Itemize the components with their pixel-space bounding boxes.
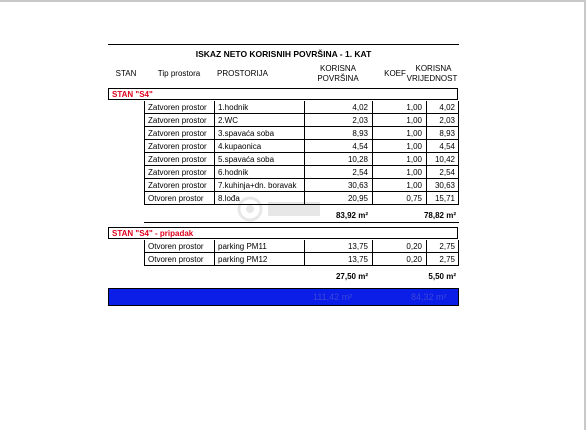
cell-povrsina: 13,75 — [304, 240, 372, 253]
section-label-pripadak: STAN "S4" - pripadak — [108, 227, 458, 239]
cell-vrijednost: 30,63 — [426, 179, 459, 192]
cell-vrijednost: 2,75 — [426, 253, 459, 266]
table-title: ISKAZ NETO KORISNIH POVRŠINA - 1. KAT — [108, 44, 459, 63]
cell-prostorija: 3.spavaća soba — [214, 127, 304, 140]
cell-vrijednost: 2,03 — [426, 114, 459, 127]
cell-tip-prostora: Zatvoren prostor — [144, 153, 214, 166]
cell-koef: 0,20 — [372, 240, 426, 253]
subtotal-povrsina-pripadak: 27,50 m² — [335, 272, 368, 281]
table-row — [144, 240, 459, 253]
watermark-logo — [236, 188, 326, 230]
table-row — [144, 253, 459, 266]
header-vrijednost-2: VRIJEDNOST — [406, 74, 458, 83]
header-stan: STAN — [115, 69, 137, 78]
cell-koef: 1,00 — [372, 114, 426, 127]
table-row — [144, 101, 459, 114]
cell-tip-prostora: Zatvoren prostor — [144, 179, 214, 192]
grand-total-vrijednost: 84,32 m² — [411, 292, 447, 302]
cell-povrsina: 20,95 — [304, 192, 372, 205]
header-prostorija: PROSTORIJA — [217, 69, 268, 78]
cell-koef: 0,75 — [372, 192, 426, 205]
header-povrsina-2: POVRŠINA — [317, 74, 359, 83]
cell-prostorija: 4.kupaonica — [214, 140, 304, 153]
cell-vrijednost: 4,02 — [426, 101, 459, 114]
cell-tip-prostora: Zatvoren prostor — [144, 140, 214, 153]
cell-tip-prostora: Zatvoren prostor — [144, 166, 214, 179]
cell-prostorija: 7.kuhinja+dn. boravak — [214, 179, 304, 192]
table-row — [144, 166, 459, 179]
cell-koef: 1,00 — [372, 153, 426, 166]
cell-povrsina: 4,02 — [304, 101, 372, 114]
cell-povrsina: 2,03 — [304, 114, 372, 127]
cell-povrsina: 2,54 — [304, 166, 372, 179]
header-povrsina-1: KORISNA — [319, 64, 356, 73]
cell-tip-prostora: Otvoren prostor — [144, 192, 214, 205]
subtotal-vrijednost-s4: 78,82 m² — [423, 211, 456, 220]
grand-total-bar — [108, 288, 459, 306]
table-row — [144, 153, 459, 166]
grand-total-povrsina: 111,42 m² — [313, 292, 353, 302]
cell-povrsina: 13,75 — [304, 253, 372, 266]
cell-tip-prostora: Zatvoren prostor — [144, 114, 214, 127]
cell-prostorija: 6.hodnik — [214, 166, 304, 179]
cell-prostorija: 8.lođa — [214, 192, 304, 205]
cell-tip-prostora: Zatvoren prostor — [144, 127, 214, 140]
section-label-s4: STAN "S4" — [108, 88, 458, 100]
cell-koef: 0,20 — [372, 253, 426, 266]
header-vrijednost-1: KORISNA — [415, 64, 452, 73]
cell-koef: 1,00 — [372, 101, 426, 114]
cell-vrijednost: 8,93 — [426, 127, 459, 140]
cell-koef: 1,00 — [372, 179, 426, 192]
cell-povrsina: 10,28 — [304, 153, 372, 166]
cell-vrijednost: 10,42 — [426, 153, 459, 166]
cell-tip-prostora: Otvoren prostor — [144, 240, 214, 253]
cell-vrijednost: 4,54 — [426, 140, 459, 153]
table-row — [144, 114, 459, 127]
header-tip-prostora: Tip prostora — [157, 69, 201, 78]
subtotal-povrsina-s4: 83,92 m² — [335, 211, 368, 220]
cell-prostorija: 5.spavaća soba — [214, 153, 304, 166]
cell-povrsina: 4,54 — [304, 140, 372, 153]
cell-koef: 1,00 — [372, 166, 426, 179]
cell-koef: 1,00 — [372, 127, 426, 140]
top-border — [0, 0, 586, 2]
cell-vrijednost: 2,75 — [426, 240, 459, 253]
header-koef: KOEF — [384, 69, 406, 78]
cell-prostorija: parking PM12 — [214, 253, 304, 266]
cell-povrsina: 30,63 — [304, 179, 372, 192]
table-row — [144, 127, 459, 140]
cell-prostorija: 2.WC — [214, 114, 304, 127]
cell-tip-prostora: Zatvoren prostor — [144, 101, 214, 114]
table-row — [144, 140, 459, 153]
cell-vrijednost: 15,71 — [426, 192, 459, 205]
subtotal-vrijednost-pripadak: 5,50 m² — [428, 272, 456, 281]
cell-tip-prostora: Otvoren prostor — [144, 253, 214, 266]
area-table — [108, 44, 459, 306]
cell-koef: 1,00 — [372, 140, 426, 153]
cell-prostorija: parking PM11 — [214, 240, 304, 253]
cell-vrijednost: 2,54 — [426, 166, 459, 179]
cell-prostorija: 1.hodnik — [214, 101, 304, 114]
cell-povrsina: 8,93 — [304, 127, 372, 140]
